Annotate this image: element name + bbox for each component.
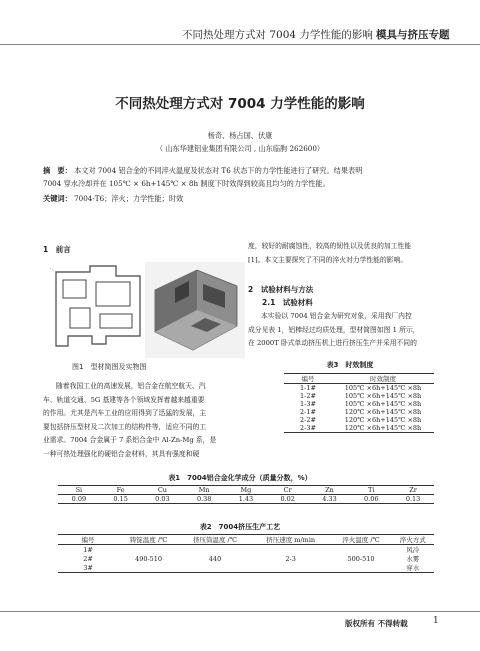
table-cell: 105℃ ×6h+145℃ ×8h — [344, 384, 422, 392]
footer-rule — [0, 611, 480, 612]
intro-line: 的作用。尤其是汽车工业的应用得到了迅猛的发展，主 — [43, 409, 207, 417]
table-2-caption: 表2 7004挤压生产工艺 — [199, 523, 281, 531]
table-row — [284, 392, 434, 400]
table-cell: 2-1# — [300, 408, 316, 416]
table-2-header: 编号 — [81, 536, 95, 544]
table-cell: 105℃ ×6h+145℃ ×8h — [344, 392, 422, 400]
table-cell: 0.06 — [364, 495, 379, 503]
section-2-1-title: 2.1 试验材料 — [262, 298, 313, 307]
section-1-title: 1 前言 — [43, 245, 71, 254]
paper-title: 不同热处理方式对 7004 力学性能的影响 — [115, 96, 365, 112]
table-row — [284, 424, 434, 433]
intro-line: [1]。本文主要探究了不同的淬火对力学性能的影响。 — [248, 255, 408, 264]
materials-line: 本实验以 7004 铝合金为研究对象，采用我厂内控 — [261, 312, 412, 320]
table-1-caption: 表1 7004铝合金化学成分（质量分数，%） — [168, 474, 312, 482]
abstract-text-2: 7004 穿水冷却并在 105℃ × 6h+145℃ × 8h 制度下时效得到较高且均匀的力学性能。 — [43, 179, 330, 188]
table-cell: 0.02 — [280, 495, 295, 503]
table-cell: 4.33 — [322, 495, 337, 503]
table-cell: 1-2# — [300, 392, 316, 400]
table-cell: 120℃ ×6h+145℃ ×8h — [344, 424, 422, 432]
table-cell: 2# — [83, 554, 93, 563]
table-1-header: Cr — [283, 486, 292, 494]
table-cell: 105℃ ×6h+145℃ ×8h — [344, 400, 422, 408]
table-3-caption: 表3 时效制度 — [326, 361, 374, 369]
table-row — [284, 384, 434, 393]
table-row — [58, 495, 434, 504]
intro-line: 一种可热处理强化的硬铝合金材料，其具有强度和硬 — [43, 449, 200, 458]
table-3-header: 编号 — [301, 375, 315, 383]
running-header-section: 模具与挤压专题 — [376, 29, 450, 41]
section-2-title: 2 试验材料与方法 — [248, 285, 314, 294]
materials-line: 在 2000T 卧式单动挤压机上进行挤压生产并采用不同的 — [248, 339, 417, 347]
table-2-header: 挤压速度 m/min — [266, 536, 316, 544]
table-3 — [284, 373, 434, 433]
figure-1-caption: 图1 型材简图及实物图 — [72, 363, 147, 371]
table-row — [284, 400, 434, 408]
table-1-header: Ti — [368, 486, 375, 494]
table-2-header: 淬火方式 — [399, 536, 426, 544]
table-1 — [58, 485, 434, 504]
table-cell: 3# — [83, 563, 93, 572]
table-row — [284, 408, 434, 416]
table-cell: 1.43 — [238, 495, 254, 503]
table-cell: 风冷 — [406, 546, 420, 554]
table-cell: 0.38 — [196, 495, 212, 503]
table-1-header: Zn — [325, 486, 334, 494]
table-cell: 穿水 — [406, 564, 420, 572]
running-header-title: 不同热处理方式对 7004 力学性能的影响 — [182, 29, 373, 41]
table-cell: 440 — [208, 554, 222, 563]
authors: 杨奇、杨占国、伏康 — [207, 131, 273, 140]
table-1-header: Mg — [240, 486, 252, 494]
header-rule — [0, 44, 480, 45]
footer-copyright: 版权所有 不得转载 — [345, 619, 408, 628]
table-2-header: 铸锭温度 /℃ — [129, 536, 168, 544]
keywords-text: 7004-T6；淬火；力学性能；时效 — [74, 194, 184, 203]
table-cell: 0.15 — [113, 495, 128, 503]
intro-line: 车、轨道交通、5G 基建等各个领域发挥着越来越重要 — [43, 395, 205, 404]
table-cell: 水雾 — [406, 555, 420, 563]
table-cell: 490-510 — [135, 554, 163, 563]
table-cell: 2-2# — [300, 416, 316, 424]
table-1-header: Cu — [157, 486, 167, 494]
table-cell: 0.09 — [71, 495, 87, 503]
intro-line: 要包括挤压型材及二次加工的结构件等，适应不同的工 — [43, 422, 207, 431]
table-cell: 2-3# — [300, 424, 316, 432]
table-cell: 1-1# — [300, 384, 316, 392]
table-1-header: Si — [75, 486, 83, 494]
table-row — [284, 416, 434, 424]
table-cell: 120℃ ×6h+145℃ ×8h — [344, 416, 422, 424]
intro-line: 随着我国工业的高速发展，铝合金在航空航天、汽 — [56, 382, 206, 390]
table-cell: 0.13 — [405, 495, 421, 503]
intro-continuation — [248, 240, 448, 267]
materials-paragraph — [248, 310, 448, 351]
table-row — [58, 545, 434, 555]
table-3-header: 时效制度 — [370, 375, 396, 383]
table-cell: 1-3# — [300, 400, 316, 408]
page-number: 1 — [433, 616, 439, 626]
affiliation: （ 山东华建铝业集团有限公司 , 山东临朐 262600） — [155, 144, 325, 153]
profile-photo — [145, 262, 245, 358]
table-2-header: 挤压筒温度 /℃ — [192, 536, 238, 544]
table-cell: 0.03 — [155, 495, 170, 503]
keywords-label: 关键词： — [43, 194, 72, 203]
abstract — [43, 164, 443, 190]
intro-line: 度，较好的耐腐蚀性，较高的韧性以及优良的加工性能 — [248, 242, 412, 250]
table-cell: 120℃ ×6h+145℃ ×8h — [344, 408, 422, 416]
abstract-text-1: 本文对 7004 铝合金的不同淬火温度及状态对 T6 状态下的力学性能进行了研究。结果表明 — [74, 166, 363, 175]
table-1-header: Mn — [198, 486, 210, 494]
keywords — [43, 194, 443, 204]
materials-line: 成分见表 1，铝棒经过均质处理，型材简图如图 1 所示， — [248, 325, 420, 334]
table-2 — [58, 534, 434, 573]
table-cell: 500-510 — [347, 554, 375, 563]
intro-line: 业需求。7004 合金属于 7 系铝合金中 Al-Zn-Mg 系，是 — [43, 436, 217, 444]
table-2-header: 淬火温度 /℃ — [342, 536, 380, 544]
intro-paragraph — [43, 380, 248, 461]
abstract-label: 摘 要： — [43, 166, 72, 175]
profile-drawing — [50, 262, 146, 358]
table-cell: 2-3 — [285, 554, 296, 563]
table-1-header: Zr — [409, 486, 417, 494]
table-cell: 1# — [83, 545, 93, 554]
table-1-header: Fe — [116, 486, 125, 494]
